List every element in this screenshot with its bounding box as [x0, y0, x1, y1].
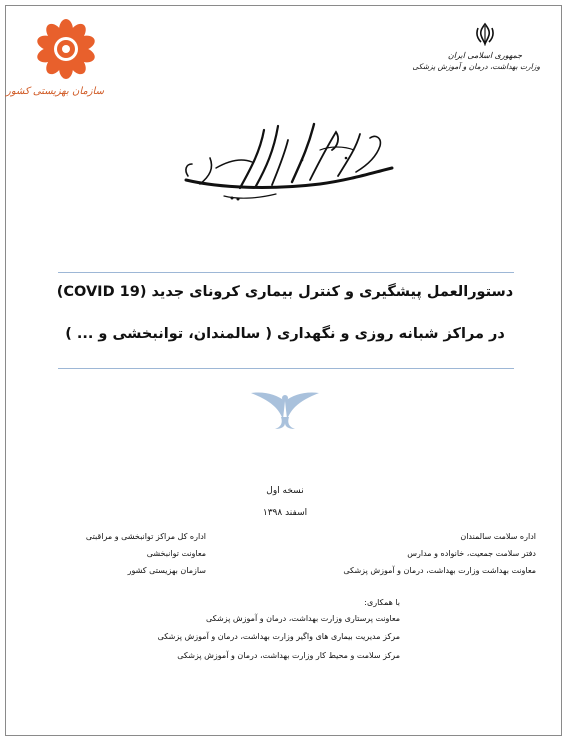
bottom-rule: [58, 368, 514, 369]
ministry-logo: [412, 22, 540, 102]
collaborator-3: مرکز سلامت و محیط کار وزارت بهداشت، درمان و آموزش پزشکی: [177, 651, 400, 660]
author-right-1: اداره سلامت سالمندان: [460, 532, 536, 541]
behzisti-caption: سازمان بهزیستی کشور: [5, 86, 104, 97]
basmala-icon: [180, 110, 400, 205]
ministry-line1: جمهوری اسلامی ایران: [447, 51, 523, 60]
collaborator-2: مرکز مدیریت بیماری های واگیر وزارت بهداشت، درمان و آموزش پزشکی: [157, 632, 400, 641]
iran-emblem-icon: [474, 22, 496, 46]
author-left-3: سازمان بهزیستی کشور: [127, 566, 206, 575]
author-right-2: دفتر سلامت جمعیت، خانواده و مدارس: [407, 549, 536, 558]
dove-ornament: [247, 385, 323, 431]
title-line-2: در مراکز شبانه روزی و نگهداری ( سالمندان، توانبخشی و ... ): [65, 326, 505, 342]
date-label: اسفند ۱۳۹۸: [262, 508, 308, 518]
author-left-2: معاونت توانبخشی: [146, 549, 206, 558]
title-line-1: دستورالعمل پیشگیری و کنترل بیماری کرونای جدید (COVID 19): [56, 284, 514, 300]
basmala-calligraphy: [180, 110, 400, 205]
dove-icon: [247, 385, 323, 431]
author-right-3: معاونت بهداشت وزارت بهداشت، درمان و آموزش پزشکی: [343, 566, 536, 575]
collaboration-label: با همکاری:: [364, 598, 400, 607]
version-label: نسخه اول: [266, 486, 304, 496]
collaborator-1: معاونت پرستاری وزارت بهداشت، درمان و آموزش پزشکی: [205, 614, 400, 623]
flower-icon: [35, 18, 97, 80]
author-left-1: اداره کل مراکز توانبخشی و مراقبتی: [85, 532, 206, 541]
top-rule: [58, 272, 514, 273]
ministry-line2: وزارت بهداشت، درمان و آموزش پزشکی: [412, 62, 540, 71]
behzisti-logo: [5, 18, 104, 108]
